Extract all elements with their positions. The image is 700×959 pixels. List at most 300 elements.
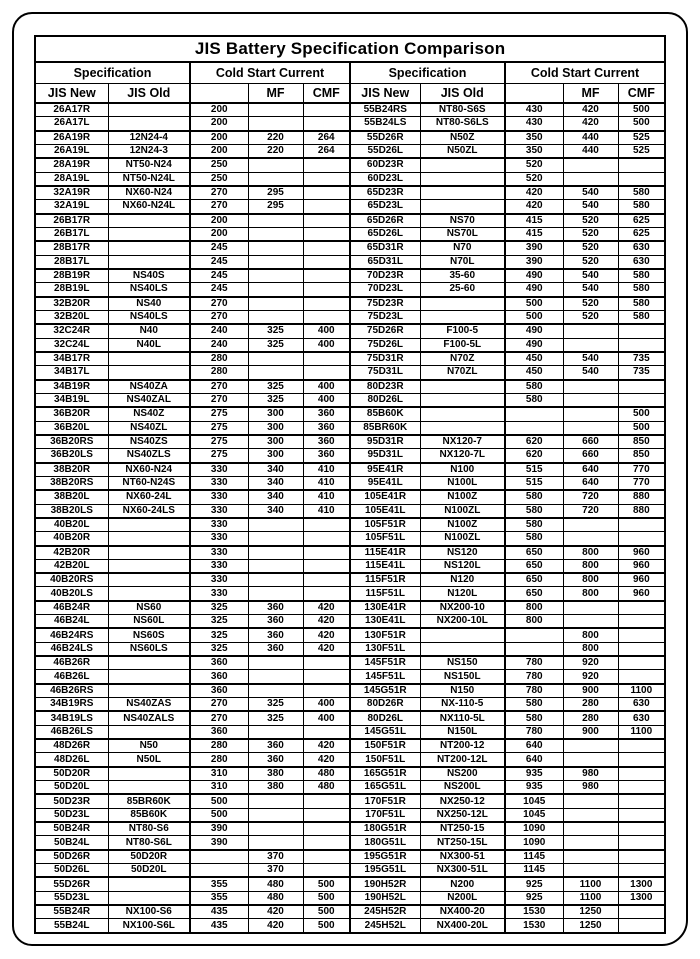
current-cell: 390 <box>505 241 563 255</box>
current-cell: 310 <box>190 767 248 781</box>
mf-cell: 540 <box>563 352 618 366</box>
jis-new-cell: 32B20L <box>35 310 108 324</box>
jis-old-cell <box>108 573 190 587</box>
jis-new-cell: 50B24L <box>35 836 108 850</box>
jis-new-cell: 32C24L <box>35 338 108 352</box>
table-row <box>35 504 665 518</box>
jis-new-cell: 165G51R <box>350 767 420 781</box>
table-row <box>35 670 665 684</box>
jis-old-cell: NS40ZLS <box>108 449 190 463</box>
jis-new-cell: 180G51L <box>350 836 420 850</box>
jis-old-cell <box>420 421 505 435</box>
jis-old-cell: N70 <box>420 241 505 255</box>
mf-cell: 360 <box>248 739 303 753</box>
jis-new-cell: 38B20R <box>35 463 108 477</box>
current-cell: 245 <box>190 241 248 255</box>
cmf-cell: 420 <box>303 628 350 642</box>
jis-new-cell: 75D31R <box>350 352 420 366</box>
table-row <box>35 227 665 241</box>
jis-old-cell: NS40Z <box>108 407 190 421</box>
mf-cell: 300 <box>248 407 303 421</box>
cmf-cell <box>303 200 350 214</box>
table-row <box>35 297 665 311</box>
current-cell: 415 <box>505 227 563 241</box>
jis-old-cell: NS70L <box>420 227 505 241</box>
current-cell: 500 <box>190 794 248 808</box>
jis-old-cell: NX60-N24 <box>108 186 190 200</box>
current-cell: 780 <box>505 725 563 739</box>
jis-old-cell: NX120-7 <box>420 435 505 449</box>
table-row <box>35 877 665 891</box>
jis-old-cell: F100-5 <box>420 324 505 338</box>
jis-old-cell: NS150L <box>420 670 505 684</box>
current-cell: 650 <box>505 559 563 573</box>
current-cell: 270 <box>190 380 248 394</box>
current-cell: 520 <box>505 158 563 172</box>
cmf-cell: 1300 <box>618 891 665 905</box>
jis-old-cell <box>420 158 505 172</box>
mf-cell: 660 <box>563 435 618 449</box>
jis-new-cell: 38B20RS <box>35 476 108 490</box>
jis-new-cell: 80D26L <box>350 393 420 407</box>
mf-cell: 295 <box>248 186 303 200</box>
cmf-cell <box>303 241 350 255</box>
mf-cell <box>563 601 618 615</box>
current-cell: 200 <box>190 131 248 145</box>
mf-cell: 300 <box>248 421 303 435</box>
mf-cell <box>248 656 303 670</box>
current-cell: 360 <box>190 725 248 739</box>
table-row <box>35 822 665 836</box>
cmf-cell <box>303 227 350 241</box>
jis-new-cell: 28B17R <box>35 241 108 255</box>
jis-new-cell: 170F51L <box>350 808 420 822</box>
jis-old-cell <box>108 532 190 546</box>
mf-cell: 370 <box>248 864 303 878</box>
current-cell: 250 <box>190 158 248 172</box>
current-cell: 420 <box>505 200 563 214</box>
cmf-cell: 360 <box>303 407 350 421</box>
cmf-cell <box>618 158 665 172</box>
jis-new-cell: 38B20LS <box>35 504 108 518</box>
jis-old-cell <box>108 117 190 131</box>
cmf-cell: 500 <box>618 117 665 131</box>
jis-new-cell: 46B24LS <box>35 642 108 656</box>
current-cell: 1045 <box>505 808 563 822</box>
jis-new-cell: 130E41R <box>350 601 420 615</box>
cmf-cell: 960 <box>618 573 665 587</box>
cmf-cell <box>618 628 665 642</box>
table-row <box>35 324 665 338</box>
jis-old-cell: NS40ZAS <box>108 698 190 712</box>
cmf-cell: 580 <box>618 186 665 200</box>
jis-new-cell: 34B19RS <box>35 698 108 712</box>
cmf-cell: 420 <box>303 739 350 753</box>
jis-new-cell: 40B20L <box>35 518 108 532</box>
mf-cell: 520 <box>563 214 618 228</box>
current-cell: 330 <box>190 463 248 477</box>
cmf-cell <box>618 739 665 753</box>
mf-cell: 520 <box>563 255 618 269</box>
jis-new-cell: 42B20R <box>35 546 108 560</box>
jis-new-cell: 50D23L <box>35 808 108 822</box>
cmf-cell: 410 <box>303 490 350 504</box>
col-header-jis-old-right: JIS Old <box>420 84 505 104</box>
jis-old-cell: NS60LS <box>108 642 190 656</box>
mf-cell: 360 <box>248 615 303 629</box>
col-header-unnamed-right <box>505 84 563 104</box>
table-row <box>35 532 665 546</box>
table-row <box>35 214 665 228</box>
jis-new-cell: 130F51R <box>350 628 420 642</box>
current-cell: 800 <box>505 615 563 629</box>
mf-cell: 800 <box>563 573 618 587</box>
cmf-cell: 770 <box>618 463 665 477</box>
jis-old-cell: 85BR60K <box>108 794 190 808</box>
current-cell: 330 <box>190 518 248 532</box>
col-header-cmf-left: CMF <box>303 84 350 104</box>
cmf-cell: 630 <box>618 255 665 269</box>
jis-new-cell: 32B20R <box>35 297 108 311</box>
cmf-cell <box>303 269 350 283</box>
current-cell: 490 <box>505 283 563 297</box>
cmf-cell: 960 <box>618 546 665 560</box>
cmf-cell: 500 <box>303 891 350 905</box>
mf-cell <box>563 324 618 338</box>
cmf-cell <box>303 864 350 878</box>
jis-old-cell: N40 <box>108 324 190 338</box>
cmf-cell <box>303 532 350 546</box>
cmf-cell: 630 <box>618 711 665 725</box>
jis-new-cell: 36B20R <box>35 407 108 421</box>
jis-new-cell: 28B19R <box>35 269 108 283</box>
cmf-cell: 1100 <box>618 684 665 698</box>
table-row <box>35 767 665 781</box>
table-row <box>35 103 665 117</box>
cmf-cell <box>303 656 350 670</box>
jis-new-cell: 105F51L <box>350 532 420 546</box>
cmf-cell: 770 <box>618 476 665 490</box>
mf-cell <box>248 241 303 255</box>
jis-old-cell: NX60-N24L <box>108 200 190 214</box>
current-cell <box>505 421 563 435</box>
current-cell: 310 <box>190 781 248 795</box>
mf-cell: 420 <box>563 103 618 117</box>
table-row <box>35 144 665 158</box>
jis-old-cell: NS40LS <box>108 310 190 324</box>
jis-old-cell: NS150 <box>420 656 505 670</box>
current-cell: 350 <box>505 131 563 145</box>
cmf-cell: 960 <box>618 587 665 601</box>
table-row <box>35 310 665 324</box>
current-cell: 490 <box>505 269 563 283</box>
table-row <box>35 435 665 449</box>
table-row <box>35 919 665 933</box>
jis-new-cell: 150F51R <box>350 739 420 753</box>
cmf-cell: 1300 <box>618 877 665 891</box>
current-cell: 925 <box>505 877 563 891</box>
table-row <box>35 117 665 131</box>
jis-old-cell: NS200L <box>420 781 505 795</box>
current-cell: 390 <box>190 822 248 836</box>
jis-old-cell: NS120L <box>420 559 505 573</box>
jis-new-cell: 40B20R <box>35 532 108 546</box>
mf-cell <box>563 338 618 352</box>
jis-old-cell: NT250-15 <box>420 822 505 836</box>
cmf-cell <box>618 919 665 933</box>
cmf-cell <box>618 781 665 795</box>
jis-old-cell: N150L <box>420 725 505 739</box>
cmf-cell: 580 <box>618 200 665 214</box>
jis-new-cell: 46B24L <box>35 615 108 629</box>
cmf-cell: 735 <box>618 366 665 380</box>
jis-old-cell: NT80-S6S <box>420 103 505 117</box>
jis-old-cell: NT50-N24L <box>108 172 190 186</box>
cmf-cell: 480 <box>303 781 350 795</box>
jis-old-cell: NX60-24L <box>108 490 190 504</box>
jis-old-cell <box>420 393 505 407</box>
jis-new-cell: 65D26R <box>350 214 420 228</box>
table-row <box>35 698 665 712</box>
jis-old-cell: NX250-12L <box>420 808 505 822</box>
mf-cell: 1250 <box>563 905 618 919</box>
mf-cell <box>248 297 303 311</box>
cmf-cell <box>303 836 350 850</box>
mf-cell: 325 <box>248 698 303 712</box>
current-cell <box>190 850 248 864</box>
current-cell: 435 <box>190 919 248 933</box>
table-row <box>35 338 665 352</box>
jis-old-cell: NS40S <box>108 269 190 283</box>
current-cell: 275 <box>190 449 248 463</box>
mf-cell <box>248 822 303 836</box>
current-cell: 270 <box>190 297 248 311</box>
mf-cell: 720 <box>563 490 618 504</box>
table-row <box>35 891 665 905</box>
cmf-cell: 264 <box>303 144 350 158</box>
current-cell: 280 <box>190 352 248 366</box>
mf-cell: 900 <box>563 684 618 698</box>
col-header-unnamed-left <box>190 84 248 104</box>
cmf-cell <box>303 310 350 324</box>
cmf-cell: 410 <box>303 504 350 518</box>
current-cell: 330 <box>190 573 248 587</box>
current-cell: 355 <box>190 877 248 891</box>
cmf-cell: 580 <box>618 283 665 297</box>
jis-new-cell: 34B19R <box>35 380 108 394</box>
jis-old-cell: N50ZL <box>420 144 505 158</box>
jis-old-cell: NX400-20L <box>420 919 505 933</box>
cmf-cell <box>303 850 350 864</box>
table-row <box>35 601 665 615</box>
cmf-cell: 400 <box>303 380 350 394</box>
col-header-cmf-right: CMF <box>618 84 665 104</box>
mf-cell: 480 <box>248 891 303 905</box>
current-cell: 200 <box>190 117 248 131</box>
table-row <box>35 393 665 407</box>
current-cell: 325 <box>190 628 248 642</box>
current-cell: 1045 <box>505 794 563 808</box>
current-cell: 580 <box>505 532 563 546</box>
mf-cell: 370 <box>248 850 303 864</box>
jis-new-cell: 48D26L <box>35 753 108 767</box>
jis-old-cell <box>420 380 505 394</box>
group-header-cold-start-right: Cold Start Current <box>505 62 665 84</box>
jis-new-cell: 75D23R <box>350 297 420 311</box>
mf-cell <box>563 518 618 532</box>
current-cell: 245 <box>190 269 248 283</box>
current-cell: 240 <box>190 338 248 352</box>
table-row <box>35 573 665 587</box>
jis-new-cell: 70D23R <box>350 269 420 283</box>
jis-old-cell: N100Z <box>420 490 505 504</box>
current-cell: 200 <box>190 103 248 117</box>
jis-new-cell: 115F51R <box>350 573 420 587</box>
table-row <box>35 628 665 642</box>
jis-old-cell: NS40ZS <box>108 435 190 449</box>
current-cell: 270 <box>190 200 248 214</box>
mf-cell <box>563 822 618 836</box>
jis-old-cell: NX100-S6L <box>108 919 190 933</box>
mf-cell: 420 <box>563 117 618 131</box>
jis-new-cell: 95D31L <box>350 449 420 463</box>
jis-new-cell: 46B26L <box>35 670 108 684</box>
current-cell: 780 <box>505 656 563 670</box>
current-cell: 330 <box>190 546 248 560</box>
jis-old-cell <box>108 587 190 601</box>
jis-old-cell: N200 <box>420 877 505 891</box>
cmf-cell <box>618 794 665 808</box>
mf-cell: 900 <box>563 725 618 739</box>
jis-new-cell: 180G51R <box>350 822 420 836</box>
cmf-cell: 420 <box>303 601 350 615</box>
jis-old-cell: NX300-51 <box>420 850 505 864</box>
mf-cell: 380 <box>248 767 303 781</box>
mf-cell <box>563 739 618 753</box>
cmf-cell <box>303 214 350 228</box>
mf-cell <box>248 546 303 560</box>
jis-old-cell: F100-5L <box>420 338 505 352</box>
table-row <box>35 421 665 435</box>
cmf-cell <box>618 532 665 546</box>
mf-cell <box>563 172 618 186</box>
jis-new-cell: 36B20LS <box>35 449 108 463</box>
jis-old-cell: N120 <box>420 573 505 587</box>
jis-new-cell: 32C24R <box>35 324 108 338</box>
cmf-cell: 625 <box>618 214 665 228</box>
mf-cell: 1100 <box>563 891 618 905</box>
mf-cell: 280 <box>563 698 618 712</box>
jis-old-cell <box>108 103 190 117</box>
jis-new-cell: 46B26RS <box>35 684 108 698</box>
cmf-cell <box>303 103 350 117</box>
mf-cell <box>563 158 618 172</box>
col-header-jis-new-right: JIS New <box>350 84 420 104</box>
cmf-cell <box>618 338 665 352</box>
column-header-row <box>35 84 665 104</box>
jis-new-cell: 165G51L <box>350 781 420 795</box>
jis-old-cell: NX200-10L <box>420 615 505 629</box>
group-header-specification-left: Specification <box>35 62 190 84</box>
cmf-cell: 500 <box>618 407 665 421</box>
jis-old-cell <box>108 227 190 241</box>
jis-old-cell: NX200-10 <box>420 601 505 615</box>
table-row <box>35 753 665 767</box>
cmf-cell: 400 <box>303 711 350 725</box>
cmf-cell: 400 <box>303 698 350 712</box>
jis-new-cell: 34B17L <box>35 366 108 380</box>
mf-cell: 360 <box>248 753 303 767</box>
current-cell: 330 <box>190 559 248 573</box>
current-cell: 325 <box>190 601 248 615</box>
jis-new-cell: 55B24LS <box>350 117 420 131</box>
current-cell: 450 <box>505 352 563 366</box>
jis-old-cell: NX110-5L <box>420 711 505 725</box>
jis-new-cell: 40B20RS <box>35 573 108 587</box>
jis-new-cell: 28B17L <box>35 255 108 269</box>
mf-cell <box>248 518 303 532</box>
cmf-cell: 880 <box>618 504 665 518</box>
cmf-cell: 850 <box>618 435 665 449</box>
jis-new-cell: 75D31L <box>350 366 420 380</box>
cmf-cell <box>303 559 350 573</box>
current-cell: 330 <box>190 504 248 518</box>
cmf-cell: 500 <box>618 421 665 435</box>
cmf-cell: 525 <box>618 144 665 158</box>
jis-old-cell <box>420 172 505 186</box>
jis-old-cell: 85B60K <box>108 808 190 822</box>
jis-old-cell: NT80-S6LS <box>420 117 505 131</box>
jis-old-cell: NT60-N24S <box>108 476 190 490</box>
jis-old-cell: N100ZL <box>420 532 505 546</box>
jis-old-cell <box>108 366 190 380</box>
jis-old-cell: N120L <box>420 587 505 601</box>
jis-new-cell: 150F51L <box>350 753 420 767</box>
cmf-cell <box>303 670 350 684</box>
jis-new-cell: 65D31L <box>350 255 420 269</box>
table-row <box>35 587 665 601</box>
jis-new-cell: 60D23L <box>350 172 420 186</box>
cmf-cell <box>303 172 350 186</box>
jis-old-cell <box>108 670 190 684</box>
mf-cell <box>563 753 618 767</box>
cmf-cell: 880 <box>618 490 665 504</box>
current-cell: 780 <box>505 670 563 684</box>
cmf-cell <box>618 670 665 684</box>
cmf-cell: 360 <box>303 449 350 463</box>
current-cell: 520 <box>505 172 563 186</box>
mf-cell <box>563 380 618 394</box>
cmf-cell: 420 <box>303 615 350 629</box>
mf-cell: 540 <box>563 269 618 283</box>
jis-old-cell: 35-60 <box>420 269 505 283</box>
current-cell: 325 <box>190 642 248 656</box>
current-cell: 620 <box>505 435 563 449</box>
page-title: JIS Battery Specification Comparison <box>35 36 665 62</box>
jis-old-cell <box>108 781 190 795</box>
current-cell: 280 <box>190 739 248 753</box>
jis-new-cell: 55B24L <box>35 919 108 933</box>
jis-old-cell: NS40 <box>108 297 190 311</box>
jis-old-cell: NS120 <box>420 546 505 560</box>
current-cell: 270 <box>190 711 248 725</box>
cmf-cell <box>303 158 350 172</box>
mf-cell: 340 <box>248 476 303 490</box>
jis-new-cell: 145G51L <box>350 725 420 739</box>
current-cell: 270 <box>190 186 248 200</box>
jis-old-cell: NX-110-5 <box>420 698 505 712</box>
cmf-cell <box>618 380 665 394</box>
